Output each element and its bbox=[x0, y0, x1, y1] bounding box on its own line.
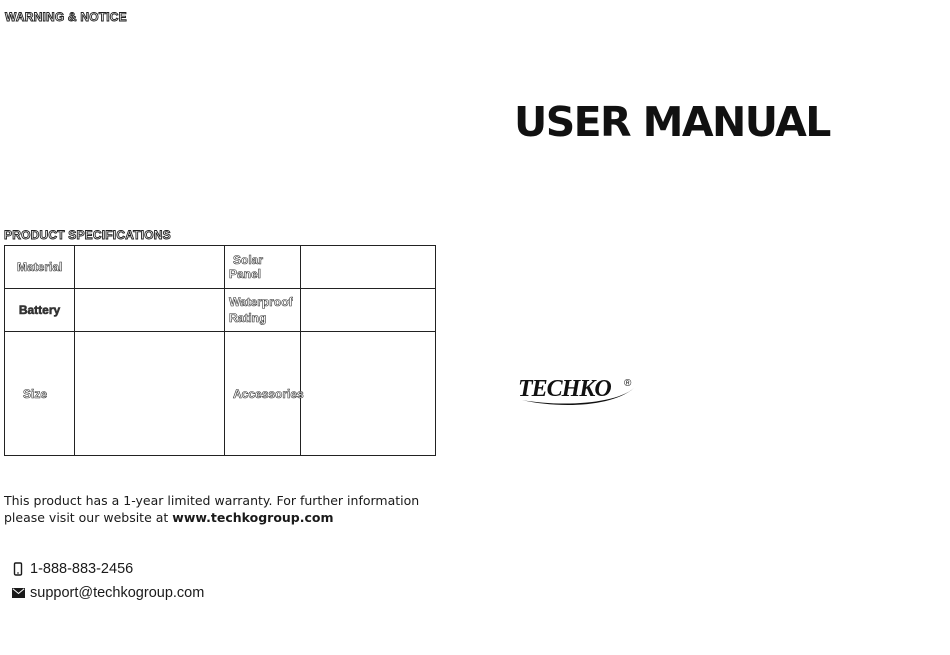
mobile-phone-icon bbox=[10, 561, 26, 577]
warranty-text bbox=[4, 492, 434, 526]
techko-logo bbox=[516, 374, 646, 415]
waterproof-value-cell bbox=[301, 289, 436, 332]
solar-panel-label: Solar Panel bbox=[229, 253, 264, 281]
battery-label-cell bbox=[5, 289, 75, 332]
solar-panel-value-cell bbox=[301, 246, 436, 289]
size-label: Size bbox=[23, 386, 48, 401]
phone-number[interactable]: 1-888-883-2456 bbox=[30, 561, 134, 577]
accessories-label-cell bbox=[225, 332, 304, 456]
table-row bbox=[5, 332, 436, 456]
size-value-cell bbox=[75, 332, 225, 456]
battery-label: Battery bbox=[18, 303, 61, 317]
specifications-table bbox=[4, 245, 436, 456]
warranty-body: This product has a 1-year limited warranty. For further information please visit our website at bbox=[4, 493, 420, 525]
waterproof-label-cell bbox=[225, 289, 301, 332]
material-label: Material bbox=[17, 260, 63, 274]
envelope-icon bbox=[10, 585, 26, 601]
email-address[interactable]: support@techkogroup.com bbox=[30, 585, 205, 601]
material-label-cell bbox=[5, 246, 75, 289]
waterproof-label-line1: Waterproof bbox=[229, 295, 293, 309]
battery-value-cell bbox=[75, 289, 225, 332]
user-manual-title: USER MANUAL bbox=[514, 98, 830, 146]
warning-notice-heading: WARNING & NOTICE bbox=[5, 10, 127, 24]
email-row bbox=[10, 585, 204, 601]
waterproof-label-line2: Rating bbox=[229, 311, 267, 325]
material-value-cell bbox=[75, 246, 225, 289]
size-label-cell bbox=[5, 332, 75, 456]
accessories-value-cell bbox=[301, 332, 436, 456]
website-link[interactable]: www.techkogroup.com bbox=[172, 510, 334, 525]
registered-mark: ® bbox=[624, 378, 632, 389]
brand-wordmark: TECHKO bbox=[518, 376, 611, 402]
phone-row bbox=[10, 561, 133, 577]
solar-panel-label-cell bbox=[225, 246, 301, 289]
table-row bbox=[5, 246, 436, 289]
product-specifications-heading: PRODUCT SPECIFICATIONS bbox=[4, 228, 171, 242]
accessories-label: Accessories bbox=[233, 386, 304, 401]
table-row bbox=[5, 289, 436, 332]
